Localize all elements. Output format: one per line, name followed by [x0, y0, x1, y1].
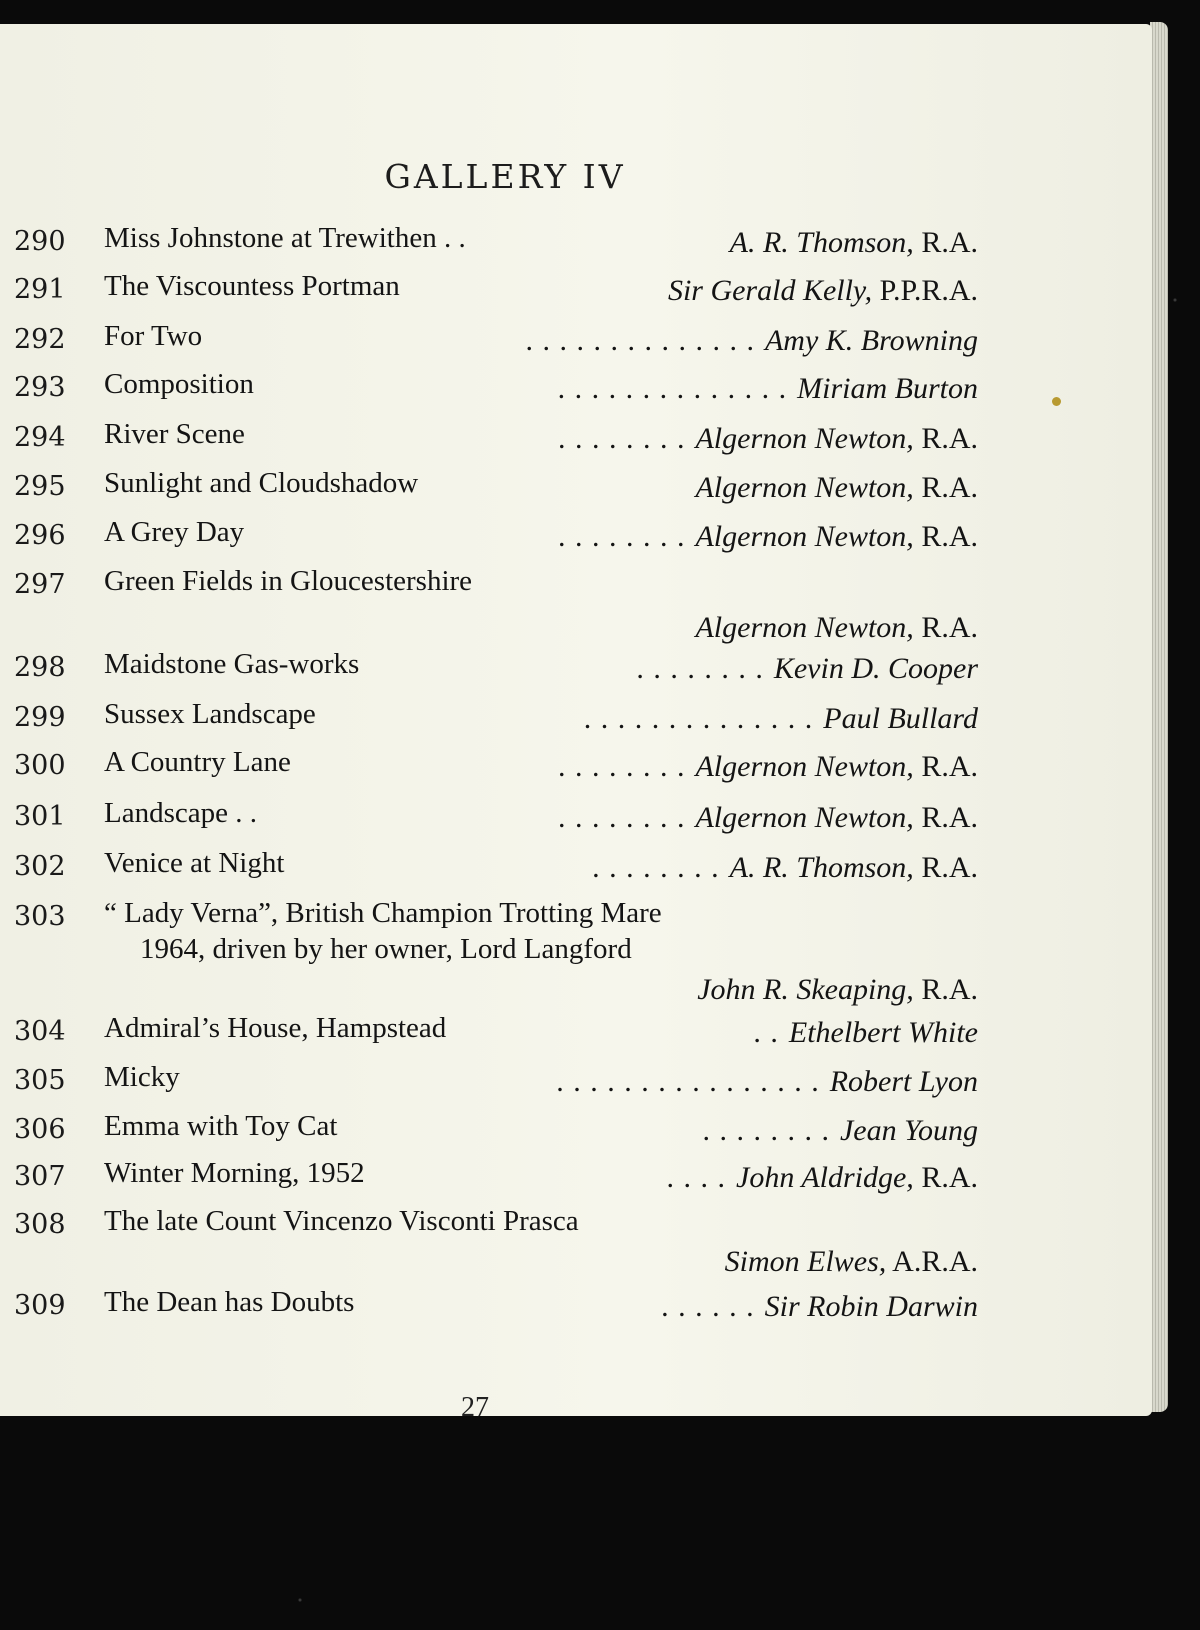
catalogue-entry	[0, 1157, 1000, 1197]
entry-title: The Dean has Doubts	[104, 1286, 355, 1318]
page-number: 27	[461, 1392, 489, 1423]
entry-number: 292	[14, 324, 66, 355]
entry-number: 300	[14, 750, 66, 781]
entry-title: A Country Lane	[104, 746, 291, 778]
catalogue-entry	[0, 1061, 1000, 1101]
entry-artist: John R. Skeaping, R.A.	[697, 973, 978, 1006]
entry-number: 291	[14, 274, 66, 305]
catalogue-entry	[0, 1286, 1000, 1326]
entry-title: The Viscountess Portman	[104, 270, 400, 302]
catalogue-entry	[0, 897, 1000, 1009]
entry-number: 301	[14, 801, 66, 832]
entry-title: Landscape . .	[104, 797, 257, 829]
catalogue-entry	[0, 320, 1000, 360]
entry-number: 308	[14, 1209, 66, 1240]
entry-number: 290	[14, 226, 66, 257]
entry-title: “ Lady Verna”, British Champion Trotting Mare	[104, 897, 662, 929]
entry-artist: . . . . . . . . Algernon Newton, R.A.	[557, 422, 978, 455]
entry-artist: . . . . . . . . Algernon Newton, R.A.	[557, 520, 978, 553]
catalogue-entry	[0, 746, 1000, 786]
entry-artist: . . . . . . Sir Robin Darwin	[661, 1290, 978, 1323]
entry-title: Composition	[104, 368, 254, 400]
entry-number: 293	[14, 372, 66, 403]
catalogue-entry	[0, 270, 1000, 310]
catalogue-entry	[0, 1110, 1000, 1150]
catalogue-entry	[0, 797, 1000, 837]
entry-number: 296	[14, 520, 66, 551]
entry-number: 295	[14, 471, 66, 502]
entry-artist: Algernon Newton, R.A.	[695, 611, 978, 644]
entry-artist: . . . . . . . . Jean Young	[702, 1114, 978, 1147]
entry-number: 302	[14, 851, 66, 882]
catalogue-entry	[0, 1205, 1000, 1281]
catalogue-entry	[0, 368, 1000, 408]
entry-title: Green Fields in Gloucestershire	[104, 565, 473, 597]
catalogue-entry	[0, 648, 1000, 688]
entry-number: 307	[14, 1161, 66, 1192]
entry-number: 306	[14, 1114, 66, 1145]
entry-artist: Sir Gerald Kelly, P.P.R.A.	[667, 274, 978, 307]
stain-spot	[1052, 397, 1061, 406]
entry-title: Micky	[104, 1061, 180, 1093]
entry-title: Admiral’s House, Hampstead	[104, 1012, 447, 1044]
catalogue-entry	[0, 1012, 1000, 1052]
catalogue-entry	[0, 847, 1000, 887]
entry-title: River Scene	[104, 418, 245, 450]
entry-artist: Algernon Newton, R.A.	[695, 471, 978, 504]
gallery-heading: GALLERY IV	[384, 157, 626, 196]
catalogue-entry	[0, 698, 1000, 738]
entry-number: 294	[14, 422, 66, 453]
entry-artist: Simon Elwes, A.R.A.	[724, 1245, 978, 1278]
entry-artist: . . . . . . . . Algernon Newton, R.A.	[557, 801, 978, 834]
catalogue-entry	[0, 222, 1000, 262]
entry-title: For Two	[104, 320, 203, 352]
entry-artist: . . . . . . . . A. R. Thomson, R.A.	[592, 851, 978, 884]
entry-artist: . . . . . . . . . . . . . . Paul Bullard	[583, 702, 978, 735]
entry-title: A Grey Day	[104, 516, 245, 548]
entry-title-continued: 1964, driven by her owner, Lord Langford	[140, 933, 632, 965]
entry-number: 304	[14, 1016, 66, 1047]
entry-number: 297	[14, 569, 66, 600]
entry-number: 303	[14, 901, 66, 932]
catalogue-entry	[0, 516, 1000, 556]
entry-number: 305	[14, 1065, 66, 1096]
entry-title: Maidstone Gas-works	[104, 648, 360, 680]
entry-title: Sunlight and Cloudshadow	[104, 467, 419, 499]
entry-title: Venice at Night	[104, 847, 285, 879]
entry-artist: . . Ethelbert White	[753, 1016, 978, 1049]
catalogue-page	[0, 24, 1152, 1423]
entry-title: Miss Johnstone at Trewithen . .	[104, 222, 466, 254]
entry-title: Emma with Toy Cat	[104, 1110, 338, 1142]
entry-number: 309	[14, 1290, 66, 1321]
catalogue-entry	[0, 418, 1000, 458]
catalogue-entry	[0, 565, 1000, 647]
entry-artist: . . . . . . . . . . . . . . Amy K. Browning	[525, 324, 978, 357]
entry-title: Winter Morning, 1952	[104, 1157, 365, 1189]
entry-number: 298	[14, 652, 66, 683]
entry-artist: A. R. Thomson, R.A.	[729, 226, 978, 259]
entry-number: 299	[14, 702, 66, 733]
page-edge	[1150, 22, 1168, 1412]
entry-artist: . . . . John Aldridge, R.A.	[666, 1161, 978, 1194]
entry-artist: . . . . . . . . Kevin D. Cooper	[636, 652, 978, 685]
catalogue-entry	[0, 467, 1000, 507]
entry-title: The late Count Vincenzo Visconti Prasca	[104, 1205, 579, 1237]
entry-artist: . . . . . . . . . . . . . . Miriam Burton	[557, 372, 978, 405]
entry-artist: . . . . . . . . . . . . . . . . Robert Lyon	[556, 1065, 978, 1098]
entry-title: Sussex Landscape	[104, 698, 316, 730]
entry-artist: . . . . . . . . Algernon Newton, R.A.	[557, 750, 978, 783]
